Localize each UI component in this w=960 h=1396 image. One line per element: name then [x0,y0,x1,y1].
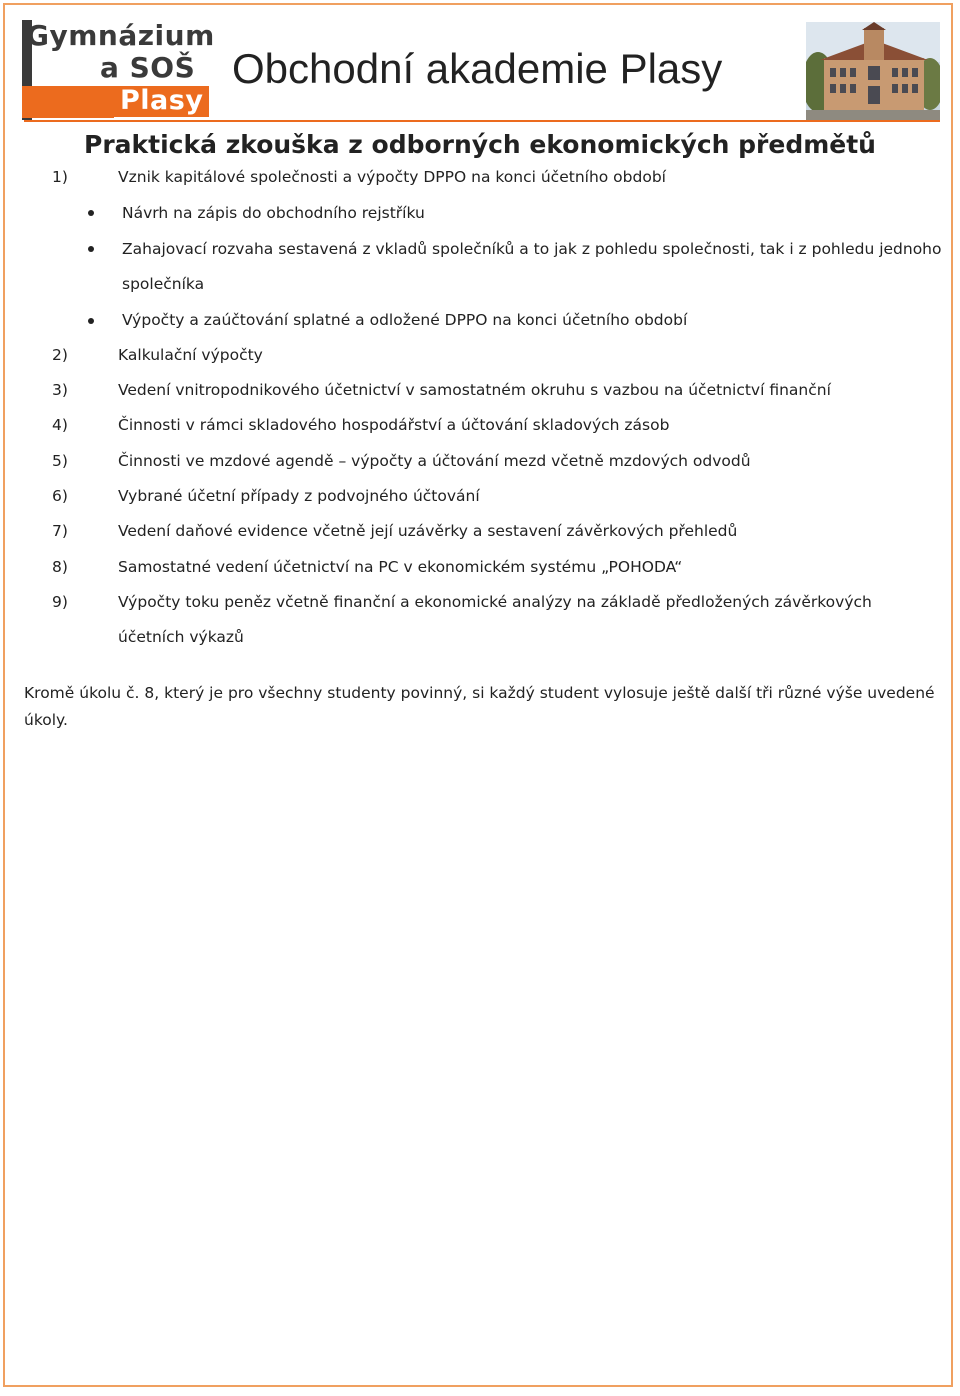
list-item-text: Vedení vnitropodnikového účetnictví v samostatném okruhu s vazbou na účetnictví finanční [118,381,831,399]
logo-line-1: Gymnázium [26,19,215,52]
item-number: 8) [52,558,68,576]
header-title: Obchodní akademie Plasy [232,45,723,92]
school-building-photo [806,22,940,120]
list-item-text: Vznik kapitálové společnosti a výpočty DPPO na konci účetního období [118,168,666,186]
list-item-text: Vedení daňové evidence včetně její uzávěrky a sestavení závěrkových přehledů [118,522,738,540]
list-item-text: Výpočty toku peněz včetně finanční a ekonomické analýzy na základě předložených závěrkových [118,593,872,611]
sub-list-item-continuation: společníka [122,275,205,293]
item-number: 6) [52,487,68,505]
list-item-continuation: účetních výkazů [118,628,244,646]
header-divider [24,120,940,122]
bullet-dot [88,318,94,324]
item-number: 3) [52,381,68,399]
sub-list-item-text: Návrh na zápis do obchodního rejstříku [122,204,425,222]
item-number: 9) [52,593,68,611]
item-number: 2) [52,346,68,364]
logo-line-2: a SOŠ [100,51,196,84]
list-item-text: Činnosti ve mzdové agendě – výpočty a účtování mezd včetně mzdových odvodů [118,452,751,470]
bullet-dot [88,246,94,252]
note-paragraph: Kromě úkolu č. 8, který je pro všechny studenty povinný, si každý student vylosuje ještě další tři různé výše uvedené úkoly. [24,684,935,729]
logo-orange-block [22,86,114,118]
sub-list-item-text: Výpočty a zaúčtování splatné a odložené DPPO na konci účetního období [122,311,688,329]
school-logo [22,19,215,124]
sub-list-item-text: Zahajovací rozvaha sestavená z vkladů společníků a to jak z pohledu společnosti, tak i z pohledu jednoho [122,240,942,258]
item-number: 5) [52,452,68,470]
list-item-text: Vybrané účetní případy z podvojného účtování [118,487,480,505]
document-title: Praktická zkouška z odborných ekonomických předmětů [84,130,876,159]
item-number: 7) [52,522,68,540]
logo-line-3: Plasy [114,86,209,117]
list-item-text: Samostatné vedení účetnictví na PC v ekonomickém systému „POHODA“ [118,558,683,576]
item-number: 4) [52,416,68,434]
item-number: 1) [52,168,68,186]
bullet-dot [88,210,94,216]
list-item-text: Činnosti v rámci skladového hospodářství a účtování skladových zásob [118,416,670,434]
list-item-text: Kalkulační výpočty [118,346,263,364]
